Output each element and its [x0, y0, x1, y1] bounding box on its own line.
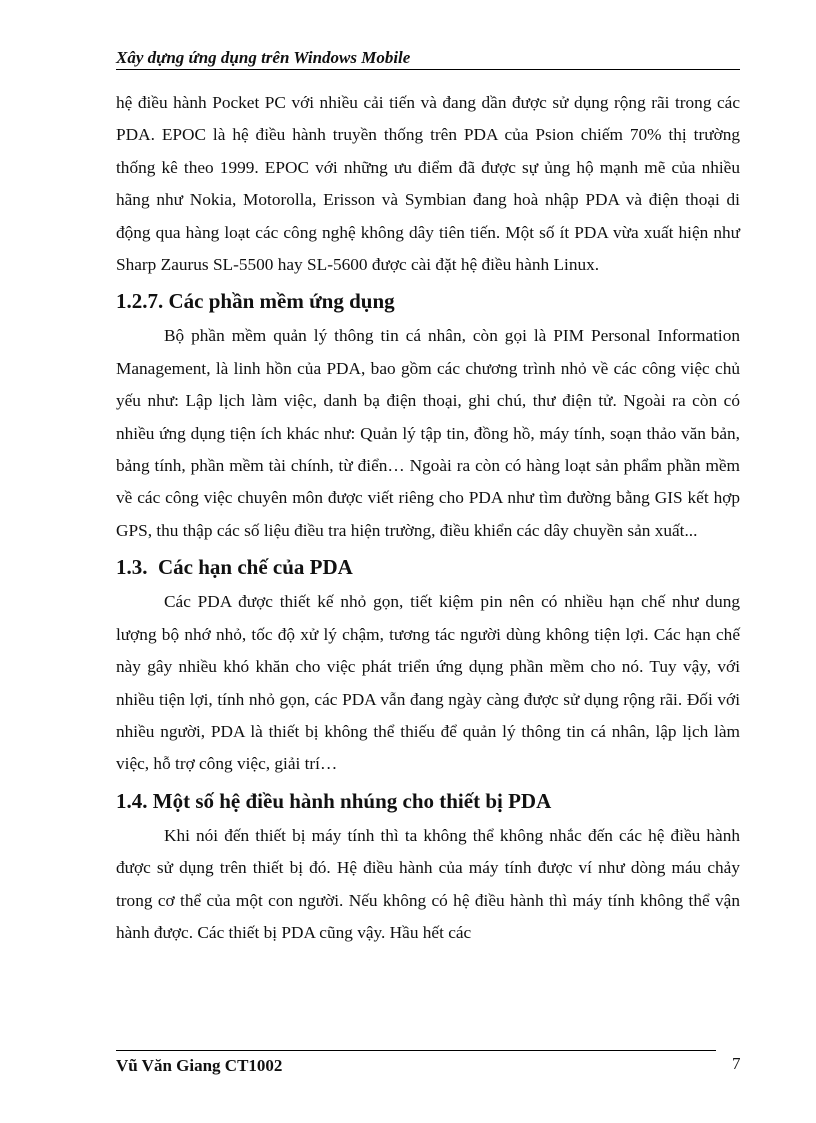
- paragraph-software: Bộ phần mềm quản lý thông tin cá nhân, còn gọi là PIM Personal Information Management, là linh hồn của PDA, bao gồm các chương trình nhỏ về các công việc chủ yếu như: Lập lịch làm việc, danh bạ điện thoại, ghi chú, thư điện tử. Ngoài ra còn có nhiều ứng dụng tiện ích khác như: Quản lý tập tin, đồng hồ, máy tính, soạn thảo văn bản, bảng tính, phần mềm tài chính, từ điển… Ngoài ra còn có hàng loạt sản phẩm phần mềm về các công việc chuyên môn được viết riêng cho PDA như tìm đường bằng GIS kết hợp GPS, thu thập các số liệu điều tra hiện trường, điều khiển các dây chuyền sản xuất...: [116, 326, 740, 540]
- footer-author: Vũ Văn Giang CT1002: [116, 1056, 283, 1075]
- paragraph-limitations: Các PDA được thiết kế nhỏ gọn, tiết kiệm pin nên có nhiều hạn chế như dung lượng bộ nhớ nhỏ, tốc độ xử lý chậm, tương tác người dùng không tiện lợi. Các hạn chế này gây nhiều khó khăn cho việc phát triển ứng dụng phần mềm cho nó. Tuy vậy, với nhiều tiện lợi, tính nhỏ gọn, các PDA vẫn đang ngày càng được sử dụng rộng rãi. Đối với nhiều người, PDA là thiết bị không thể thiếu để quản lý thông tin cá nhân, lập lịch làm việc, hỗ trợ công việc, giải trí…: [116, 592, 740, 774]
- heading-1-2-7: 1.2.7. Các phần mềm ứng dụng: [116, 289, 395, 314]
- heading-1-3: 1.3. Các hạn chế của PDA: [116, 555, 353, 580]
- footer-divider: [116, 1050, 716, 1051]
- running-header: Xây dựng ứng dụng trên Windows Mobile: [116, 48, 740, 70]
- paragraph-embedded-os: Khi nói đến thiết bị máy tính thì ta không thể không nhắc đến các hệ điều hành được sử dụng trên thiết bị đó. Hệ điều hành của máy tính được ví như dòng máu chảy trong cơ thể của một con người. Nếu không có hệ điều hành thì máy tính không thể vận hành được. Các thiết bị PDA cũng vậy. Hầu hết các: [116, 825, 740, 942]
- heading-1-4: 1.4. Một số hệ điều hành nhúng cho thiết bị PDA: [116, 788, 552, 813]
- paragraph-pocket-pc: hệ điều hành Pocket PC với nhiều cải tiến và đang dần được sử dụng rộng rãi trong các PDA. EPOC là hệ điều hành truyền thống trên PDA của Psion chiếm 70% thị trường thống kê theo 1999. EPOC với những ưu điểm đã được sự ủng hộ mạnh mẽ của nhiều hãng như Nokia, Motorolla, Erisson và Symbian đang hoà nhập PDA và điện thoại di động qua hàng loạt các công nghệ không dây tiên tiến. Một số ít PDA vừa xuất hiện như Sharp Zaurus SL-5500 hay SL-5600 được cài đặt hệ điều hành Linux.: [116, 93, 740, 275]
- page-number: 7: [732, 1054, 741, 1073]
- page-content: [116, 87, 740, 949]
